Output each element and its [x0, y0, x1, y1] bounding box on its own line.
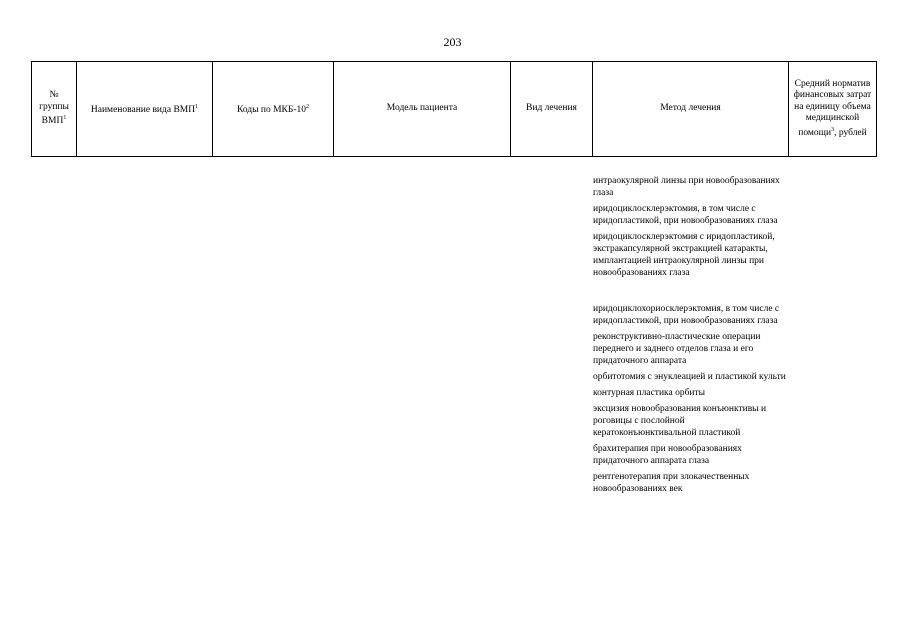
table-header: [31, 61, 877, 157]
page-number: 203: [443, 35, 462, 49]
method-item: контурная пластика орбиты: [593, 388, 706, 398]
method-item: иридоциклохориосклерэктомия, в том числе с иридопластикой, при новообразованиях глаза: [593, 304, 780, 326]
header-vmp-name: Наименование вида ВМП$^1$: [77, 62, 213, 157]
method-item: брахитерапия при новообразованиях придаточного аппарата глаза: [593, 444, 742, 466]
method-item: интраокулярной линзы при новообразованиях глаза: [593, 176, 780, 198]
treatment-method-list: [593, 175, 788, 499]
method-item: иридоциклосклерэктомия с иридопластикой, экстракапсулярной экстракцией катаракты, имплантацией интраокулярной линзы при новообразованиях глаза: [593, 232, 775, 278]
method-item: орбитотомия с энуклеацией и пластикой культи: [593, 372, 786, 382]
method-item: реконструктивно-пластические операции переднего и заднего отделов глаза и его придаточного аппарата: [593, 332, 761, 366]
header-treatment-method: Метод лечения: [593, 62, 789, 157]
header-average-cost: Средний норматив финансовых затрат на единицу объема медицинской помощи$^3$, рублей: [789, 62, 877, 157]
method-item: иридоциклосклерэктомия, в том числе с иридопластикой, при новообразованиях глаза: [593, 204, 778, 226]
header-treatment-type: Вид лечения: [511, 62, 593, 157]
method-item: рентгенотерапия при злокачественных новообразованиях век: [593, 472, 750, 494]
header-mkb-codes: Коды по МКБ-$10^2$: [213, 62, 334, 157]
method-item: эксцизия новообразования конъюнктивы и роговицы с послойной кератоконъюнктивальной пластикой: [593, 404, 767, 438]
header-patient-model: Модель пациента: [334, 62, 511, 157]
header-group-number: № группы ВМП$^1$: [32, 62, 77, 157]
